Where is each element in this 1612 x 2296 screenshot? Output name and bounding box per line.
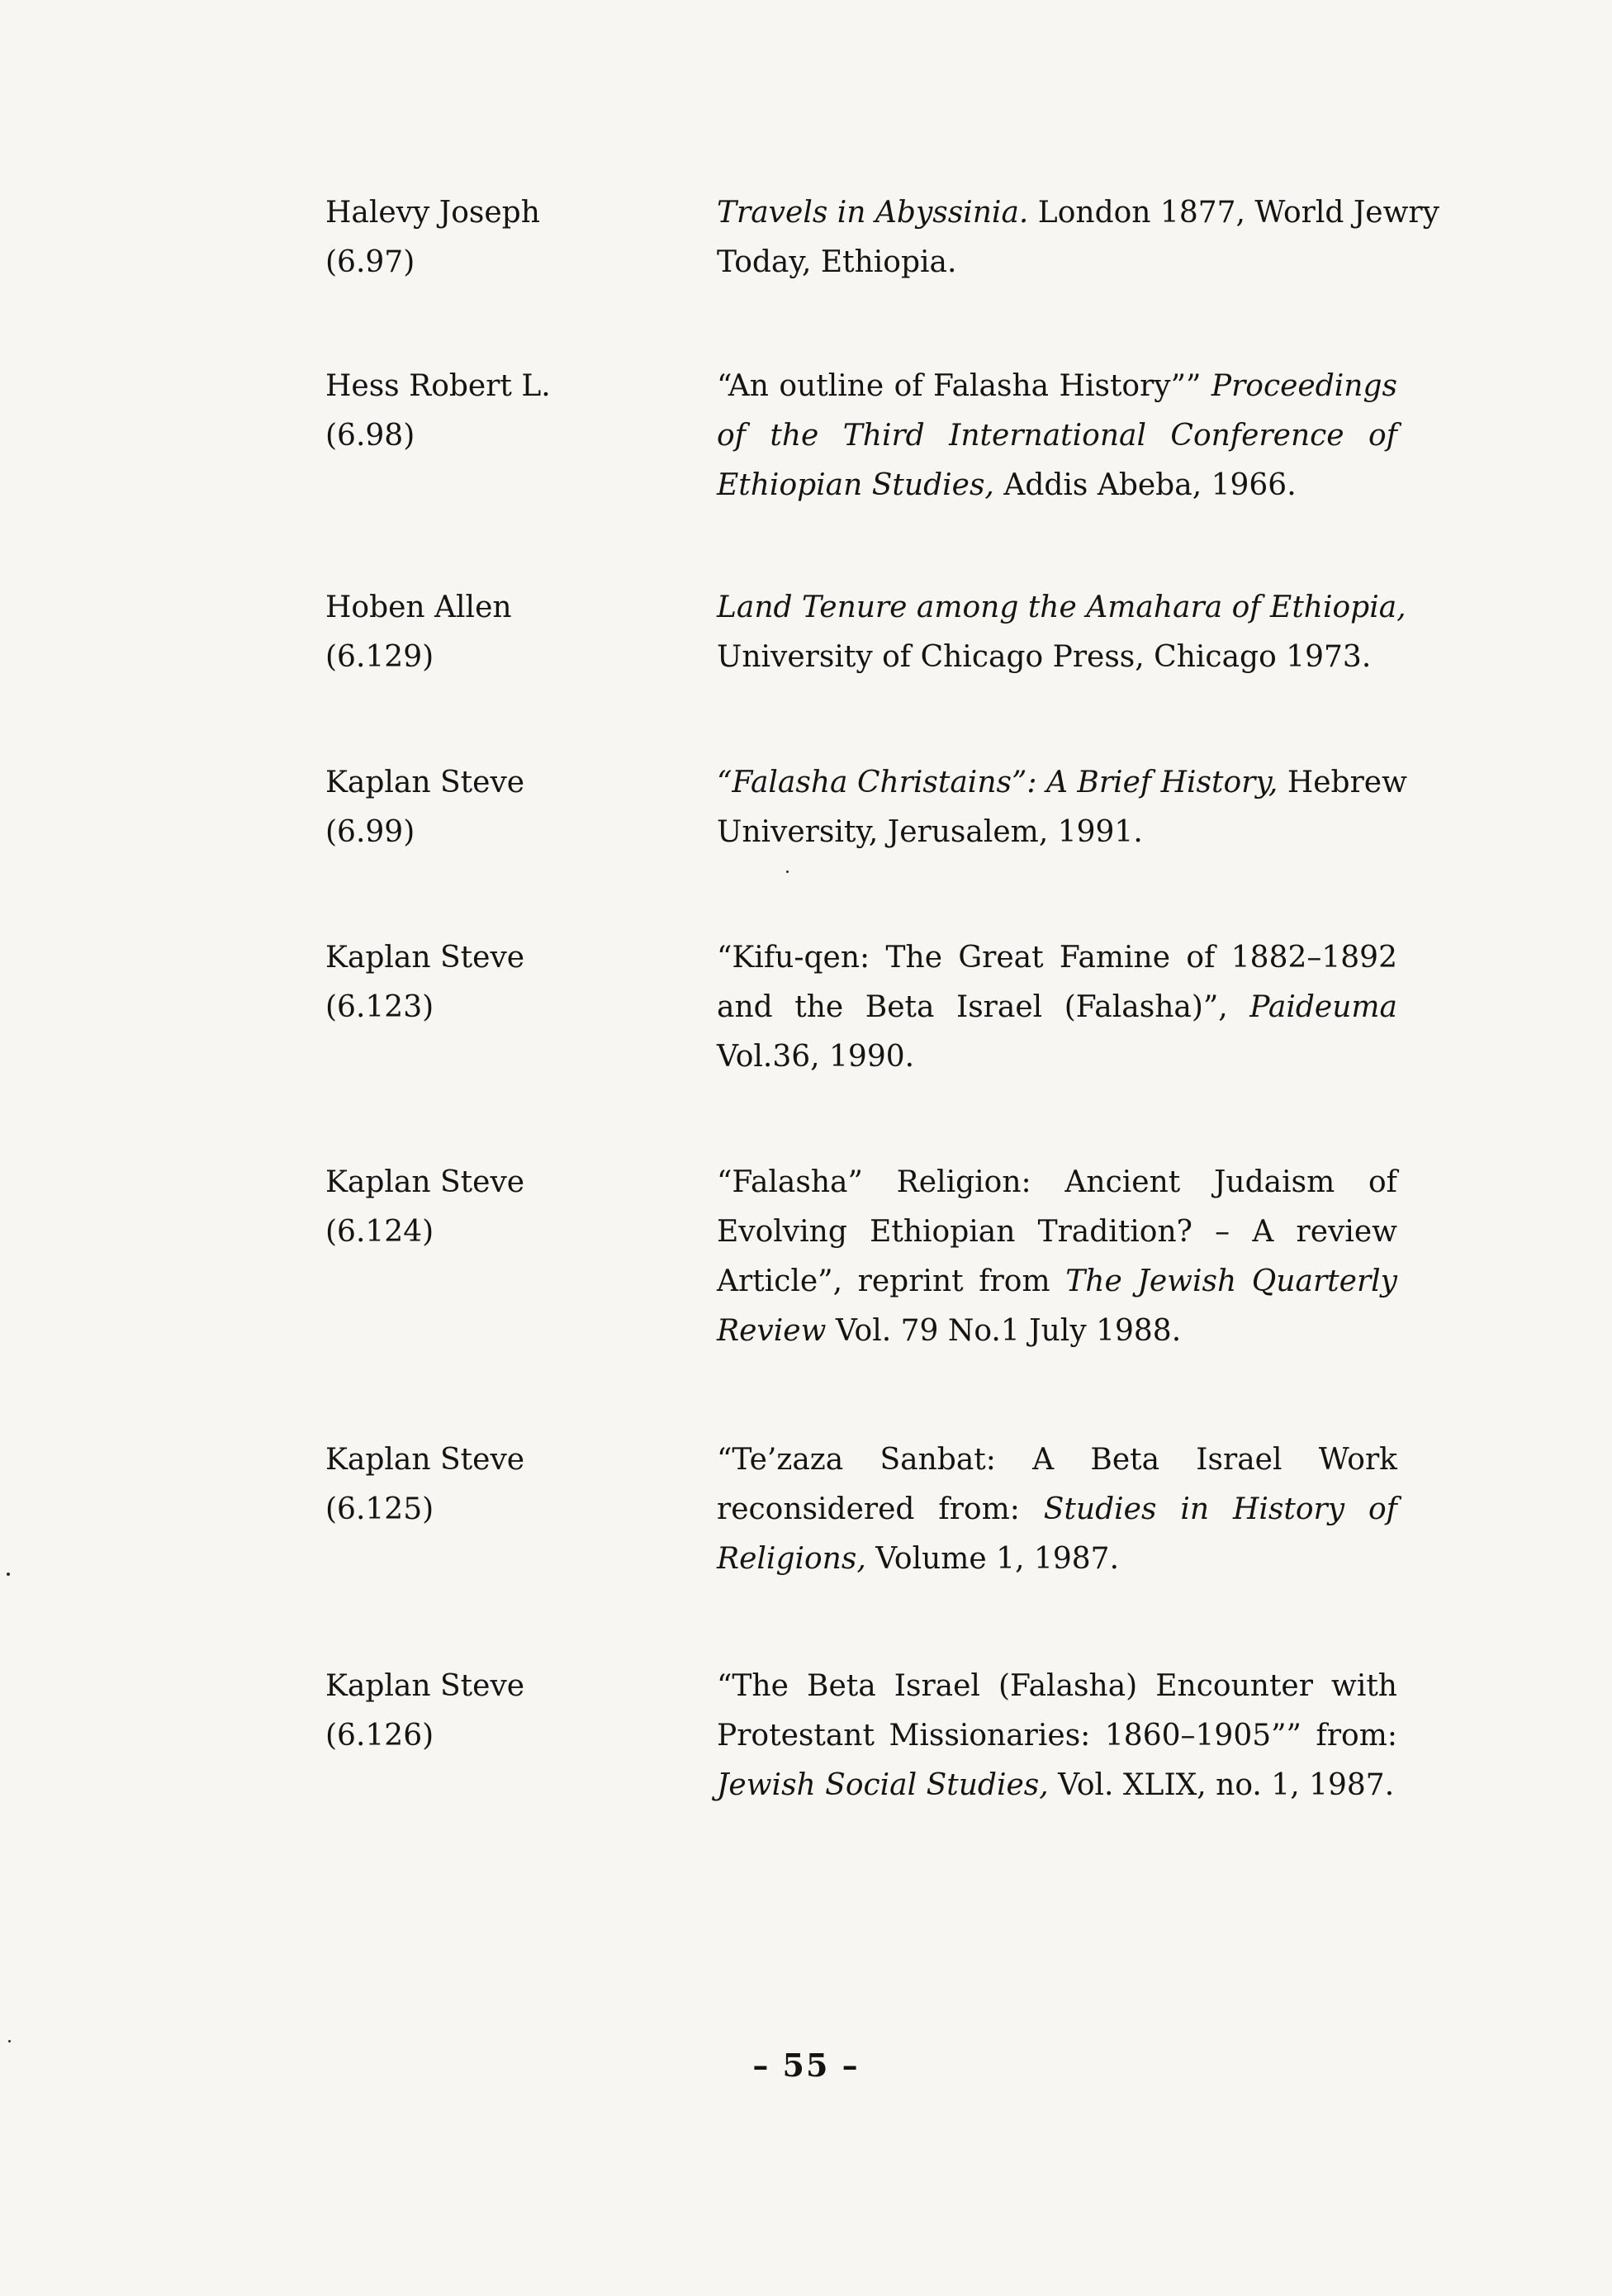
- citation-line: [717, 238, 1397, 287]
- citation-line: [717, 1485, 1397, 1535]
- citation-text: “An outline of Falasha History””: [717, 369, 1211, 403]
- author-name: Halevy Joseph: [325, 196, 540, 230]
- citation-line: [717, 1535, 1397, 1584]
- citation-text: Article”, reprint from: [717, 1264, 1066, 1298]
- citation-text: Vol. 79 No.1 July 1988.: [826, 1314, 1182, 1348]
- entry-citation: [717, 583, 1406, 682]
- citation-text: London 1877, World Jewry: [1028, 196, 1439, 230]
- citation-line: [717, 1662, 1397, 1711]
- entry-citation: [717, 1158, 1397, 1356]
- entry-author: [325, 583, 672, 682]
- scan-speck: [7, 1573, 10, 1576]
- citation-line: [717, 461, 1397, 510]
- citation-line: [717, 1032, 1397, 1082]
- citation-text: University, Jerusalem, 1991.: [717, 815, 1143, 849]
- italic-title-text: Land Tenure among the Amahara of Ethiopia,: [717, 591, 1406, 624]
- citation-line: [717, 583, 1406, 633]
- citation-text: reconsidered from:: [717, 1492, 1044, 1526]
- italic-title-text: of the Third International Conference of: [717, 419, 1397, 453]
- citation-text: “The Beta Israel (Falasha) Encounter with: [717, 1669, 1397, 1703]
- citation-text: Addis Abeba, 1966.: [993, 468, 1297, 502]
- citation-text: “Falasha” Religion: Ancient Judaism of: [717, 1165, 1397, 1199]
- section-reference: (6.99): [325, 815, 415, 849]
- section-reference: (6.125): [325, 1492, 434, 1526]
- entry-author: [325, 933, 672, 1032]
- citation-text: Today, Ethiopia.: [717, 245, 957, 279]
- italic-title-text: Studies in History of: [1043, 1492, 1398, 1526]
- entry-author: [325, 1435, 672, 1535]
- citation-text: Evolving Ethiopian Tradition? – A review: [717, 1215, 1397, 1249]
- entry-author: [325, 758, 672, 857]
- citation-text: Vol. XLIX, no. 1, 1987.: [1048, 1768, 1395, 1802]
- citation-line: [717, 362, 1397, 411]
- citation-line: [717, 633, 1397, 682]
- author-name: Hoben Allen: [325, 591, 512, 624]
- section-reference: (6.123): [325, 990, 434, 1024]
- italic-title-text: Review: [717, 1314, 827, 1348]
- citation-text: Volume 1, 1987.: [865, 1542, 1120, 1576]
- citation-text: Vol.36, 1990.: [717, 1040, 915, 1074]
- entry-author: [325, 188, 672, 287]
- citation-line: [717, 1711, 1397, 1761]
- section-reference: (6.126): [325, 1719, 434, 1753]
- section-reference: (6.98): [325, 419, 415, 453]
- citation-text: and the Beta Israel (Falasha)”,: [717, 990, 1250, 1024]
- author-name: Kaplan Steve: [325, 1669, 525, 1703]
- citation-text: “Te’zaza Sanbat: A Beta Israel Work: [717, 1443, 1397, 1477]
- citation-text: “Kifu-qen: The Great Famine of 1882–1892: [717, 941, 1397, 975]
- citation-line: [717, 1435, 1397, 1485]
- citation-text: Hebrew: [1278, 766, 1407, 799]
- citation-line: [717, 758, 1407, 808]
- italic-title-text: Jewish Social Studies,: [717, 1768, 1049, 1802]
- citation-line: [717, 1257, 1397, 1307]
- entry-author: [325, 362, 672, 461]
- italic-title-text: “Falasha Christains”: A Brief History,: [717, 766, 1278, 799]
- section-reference: (6.129): [325, 640, 434, 674]
- scan-speck: [8, 2040, 11, 2042]
- citation-line: [717, 1761, 1397, 1810]
- citation-line: [717, 1207, 1397, 1257]
- section-reference: (6.124): [325, 1215, 434, 1249]
- author-name: Kaplan Steve: [325, 1443, 525, 1477]
- citation-text: Protestant Missionaries: 1860–1905”” from:: [717, 1719, 1397, 1753]
- entry-citation: [717, 933, 1397, 1082]
- citation-text: University of Chicago Press, Chicago 1973.: [717, 640, 1372, 674]
- entry-citation: [717, 758, 1407, 857]
- entry-citation: [717, 188, 1439, 287]
- citation-line: [717, 808, 1397, 857]
- entry-citation: [717, 1662, 1397, 1810]
- entry-author: [325, 1662, 672, 1761]
- citation-line: [717, 188, 1439, 238]
- italic-title-text: Travels in Abyssinia.: [717, 196, 1029, 230]
- entry-citation: [717, 362, 1397, 510]
- citation-line: [717, 1158, 1397, 1207]
- section-reference: (6.97): [325, 245, 415, 279]
- citation-line: [717, 1307, 1397, 1356]
- page-number: – 55 –: [752, 2047, 860, 2084]
- italic-title-text: Religions,: [717, 1542, 866, 1576]
- author-name: Kaplan Steve: [325, 941, 525, 975]
- italic-title-text: Paideuma: [1249, 990, 1397, 1024]
- author-name: Kaplan Steve: [325, 1165, 525, 1199]
- entry-citation: [717, 1435, 1397, 1584]
- scan-speck: [786, 870, 789, 873]
- citation-line: [717, 933, 1397, 983]
- citation-line: [717, 411, 1397, 461]
- italic-title-text: The Jewish Quarterly: [1065, 1264, 1398, 1298]
- author-name: Kaplan Steve: [325, 766, 525, 799]
- citation-line: [717, 983, 1397, 1032]
- italic-title-text: Ethiopian Studies,: [717, 468, 994, 502]
- italic-title-text: Proceedings: [1211, 369, 1397, 403]
- entry-author: [325, 1158, 672, 1257]
- author-name: Hess Robert L.: [325, 369, 551, 403]
